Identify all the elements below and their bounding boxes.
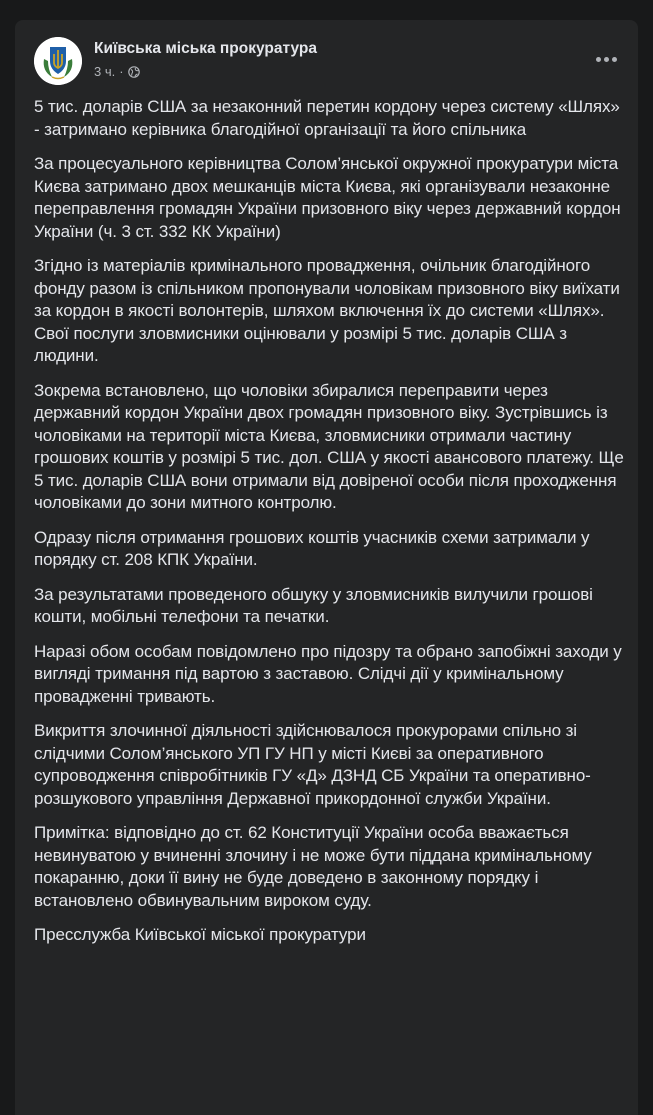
post-paragraph: Примітка: відповідно до ст. 62 Конституції України особа вважається невинуватою у вчиненні злочину і не може бути піддана кримінальному покаранню, доки її вину не буде доведено в законному порядку і встановлено обвинувальним вироком суду. xyxy=(34,823,592,910)
more-options-button[interactable] xyxy=(588,41,624,77)
post-paragraph: Одразу після отримання грошових коштів учасників схеми затримали у порядку ст. 208 КПК України. xyxy=(34,527,590,569)
page-name-link[interactable]: Київська міська прокуратура xyxy=(94,40,317,57)
post-paragraph: Пресслужба Київської міської прокуратури xyxy=(34,925,366,944)
post-paragraph: Зокрема встановлено, що чоловіки збиралися переправити через державний кордон України двох громадян призовного віку. Зустрівшись із чоловіками на території міста Києва, зловмисники отримали частину грошових коштів у розмірі 5 тис. дол. США у якості авансового платежу. Ще 5 тис. доларів США вони отримали від довіреної особи після проходження чоловіками до зони митного контролю. xyxy=(34,380,624,512)
post-paragraph: За результатами проведеного обшуку у зловмисників вилучили грошові кошти, мобільні телефони та печатки. xyxy=(34,584,593,626)
post-header xyxy=(34,37,624,85)
post-timestamp[interactable]: 3 ч. xyxy=(94,64,116,79)
prosecutor-emblem-icon xyxy=(34,37,82,85)
post-paragraph: За процесуального керівництва Солом’янської окружної прокуратури міста Києва затримано двох мешканців міста Києва, які організували незаконне переправлення громадян України призовного віку через державний кордон України (ч. 3 ст. 332 КК України) xyxy=(34,154,621,241)
meta-separator: · xyxy=(119,64,124,79)
page-avatar[interactable] xyxy=(34,37,82,85)
post-paragraph: 5 тис. доларів США за незаконний перетин кордону через систему «Шлях» - затримано керівника благодійної організації та його спільника xyxy=(34,97,620,139)
post-paragraph: Наразі обом особам повідомлено про підозру та обрано запобіжні заходи у вигляді тримання під вартою з заставою. Слідчі дії у кримінальному провадженні тривають. xyxy=(34,641,622,706)
globe-icon[interactable] xyxy=(128,66,140,78)
facebook-post-card xyxy=(15,20,638,1115)
post-paragraph: Викриття злочинної діяльності здійснювалося прокурорами спільно зі слідчими Солом’янського УП ГУ НП у місті Києві за оперативного супроводження співробітників ГУ «Д» ДЗНД СБ України та оперативно-розшукового управління Державної прикордонної служби України. xyxy=(34,721,591,808)
post-meta xyxy=(94,64,140,79)
post-paragraph: Згідно із матеріалів кримінального провадження, очільник благодійного фонду разом із спільником пропонували чоловікам призовного віку виїхати за кордон в якості волонтерів, шляхом включення їх до системи «Шлях». Свої послуги зловмисники оцінювали у розмірі 5 тис. доларів США з людини. xyxy=(34,256,620,365)
more-options-icon xyxy=(596,57,617,62)
post-body xyxy=(34,96,624,959)
